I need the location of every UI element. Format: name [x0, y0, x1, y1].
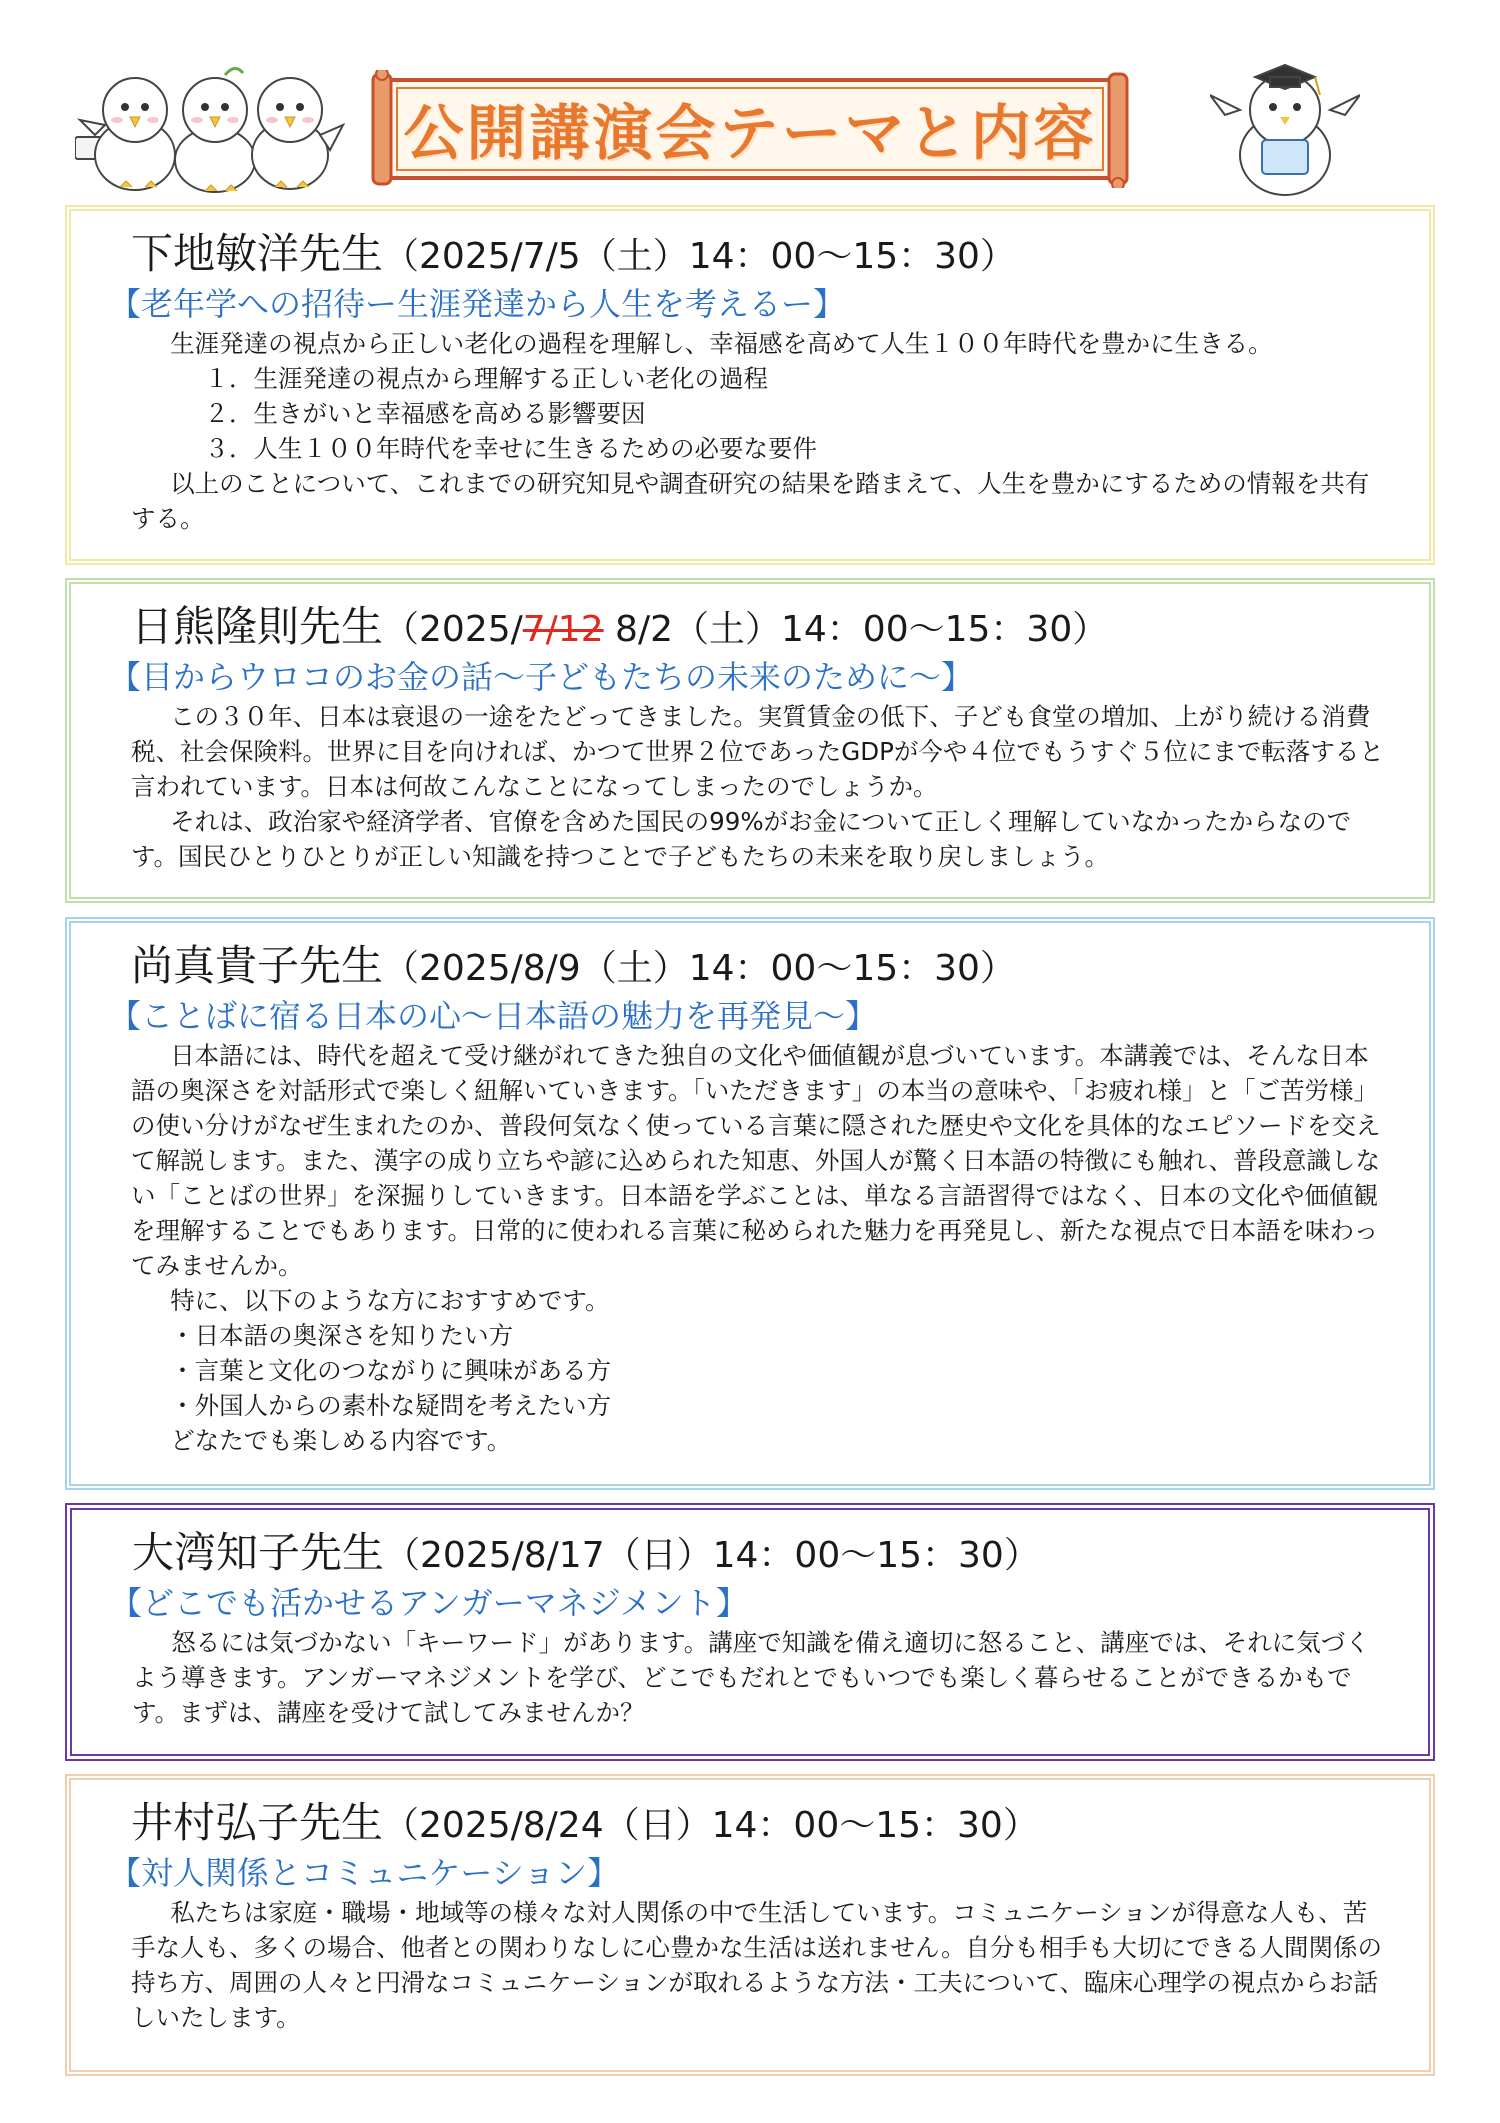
lecture-date-after: 8/2（土）14：00～15：30） [603, 609, 1109, 650]
list-item: １．生涯発達の視点から理解する正しい老化の過程 [204, 364, 768, 393]
description-paragraph: 私たちは家庭・職場・地域等の様々な対人関係の中で生活しています。コミュニケーションが得意な人も、苦手な人も、多くの場合、他者との関わりなしに心豊かな生活は送れません。自分も相手も大切にできる人間関係の持ち方、周囲の人々と円滑なコミュニケーションが取れるような方法・工夫について、臨床心理学の視点からお話しいたします。 [131, 1898, 1382, 2032]
lecture-heading [131, 602, 1389, 655]
list-item: ２．生きがいと幸福感を高める影響要因 [204, 399, 646, 428]
lecture-theme: 【老年学への招待ー生涯発達から人生を考えるー】 [109, 285, 846, 323]
lecture-theme: 【ことばに宿る日本の心～日本語の魅力を再発見～】 [109, 997, 878, 1035]
page-title: 公開講演会テーマと内容 [403, 99, 1097, 169]
description-paragraph: 特に、以下のような方におすすめです。 [170, 1286, 610, 1315]
lecture-description [131, 1895, 1389, 2035]
description-paragraph: それは、政治家や経済学者、官僚を含めた国民の99%がお金について正しく理解していなかったからなのです。国民ひとりひとりが正しい知識を持つことで子どもたちの未来を取り戻しましょう。 [131, 807, 1352, 871]
description-paragraph: 以上のことについて、これまでの研究知見や調査研究の結果を踏まえて、人生を豊かにするための情報を共有する。 [131, 469, 1370, 533]
description-paragraph: 日本語には、時代を超えて受け継がれてきた独自の文化や価値観が息づいています。本講義では、そんな日本語の奥深さを対話形式で楽しく紐解いていきます。「いただきます」の本当の意味や、「お疲れ様」と「ご苦労様」の使い分けがなぜ生まれたのか、普段何気なく使っている言葉に隠された歴史や文化を具体的なエピソードを交えて解説します。また、漢字の成り立ちや諺に込められた知恵、外国人が驚く日本語の特徴にも触れ、普段意識しない「ことばの世界」を深掘りしていきます。日本語を学ぶことは、単なる言語習得ではなく、日本の文化や価値観を理解することでもあります。日常的に使われる言葉に秘められた魅力を再発見し、新たな視点で日本語を味わってみませんか。 [131, 1041, 1381, 1280]
description-paragraph: 怒るには気づかない「キーワード」があります。講座で知識を備え適切に怒ること、講座では、それに気づくよう導きます。アンガーマネジメントを学び、どこでもだれとでもいつでも楽しく暮らせることができるかもです。まずは、講座を受けて試してみませんか？ [132, 1628, 1370, 1727]
struck-date: 7/12 [522, 609, 604, 650]
title-banner [365, 70, 1135, 188]
lecture-card-2 [65, 578, 1435, 903]
description-closing: どなたでも楽しめる内容です。 [170, 1426, 512, 1455]
bird-mascots-group-icon [75, 65, 345, 195]
lecture-card-5 [65, 1774, 1435, 2076]
header [0, 0, 1500, 205]
speaker-name: 大湾知子先生 [132, 1528, 385, 1577]
lecture-description [131, 1038, 1389, 1458]
lecture-description [132, 1625, 1388, 1730]
lecture-card-3 [65, 917, 1435, 1490]
speaker-name: 下地敏洋先生 [131, 229, 384, 278]
lecture-card-1 [65, 205, 1435, 565]
list-item: ・言葉と文化のつながりに興味がある方 [170, 1356, 612, 1385]
lecture-heading [131, 941, 1389, 994]
lecture-description [131, 326, 1389, 536]
graduate-bird-icon [1210, 55, 1360, 200]
lecture-heading [131, 229, 1389, 282]
lecture-description [131, 699, 1389, 874]
lecture-date: （2025/8/24（日）14：00～15：30） [383, 1805, 1039, 1846]
lecture-theme: 【対人関係とコミュニケーション】 [109, 1854, 620, 1892]
lecture-heading [131, 1798, 1389, 1851]
list-item: ・外国人からの素朴な疑問を考えたい方 [170, 1391, 612, 1420]
speaker-name: 井村弘子先生 [131, 1798, 384, 1847]
lecture-date: （2025/8/17（日）14：00～15：30） [384, 1535, 1040, 1576]
description-paragraph: この３０年、日本は衰退の一途をたどってきました。実質賃金の低下、子ども食堂の増加、上がり続ける消費税、社会保険料。世界に目を向ければ、かつて世界２位であったGDPが今や４位でもうすぐ５位にまで転落すると言われています。日本は何故こんなことになってしまったのでしょうか。 [131, 702, 1384, 801]
lecture-theme: 【どこでも活かせるアンガーマネジメント】 [110, 1584, 748, 1622]
speaker-name: 日熊隆則先生 [131, 602, 384, 651]
list-item: ・日本語の奥深さを知りたい方 [170, 1321, 514, 1350]
lecture-theme: 【目からウロコのお金の話～子どもたちの未来のために～】 [109, 658, 974, 696]
lecture-date: （2025/7/5（土）14：00～15：30） [383, 236, 1016, 277]
list-item: ３．人生１００年時代を幸せに生きるための必要な要件 [204, 434, 817, 463]
speaker-name: 尚真貴子先生 [131, 941, 384, 990]
lecture-heading [132, 1528, 1388, 1581]
lecture-date: （2025/8/9（土）14：00～15：30） [383, 948, 1016, 989]
lecture-card-4 [65, 1503, 1435, 1761]
description-paragraph: 生涯発達の視点から正しい老化の過程を理解し、幸福感を高めて人生１００年時代を豊かに生きる。 [170, 329, 1273, 358]
lecture-date-before: （2025/ [383, 609, 523, 650]
